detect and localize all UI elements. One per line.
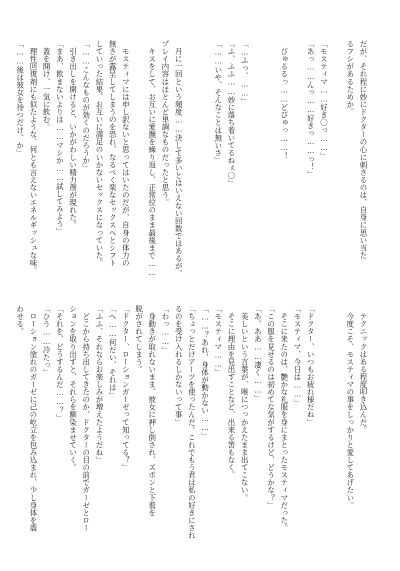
lower-text-block: テクニックはある程度叩き込んだ。 今度こそ、モスティマの事をしっかりと愛してあげたい。 「ドクター、いつもお疲れ様だね」 「モスティマ、今日は……」 そこに来たのは、艶かな礼服を身にまとったモスティマだった。 「この服を見せるのは初めてな気がするけど、どうかな？」 「あ、ああ……凄く……」 美しいという言葉が、喉につっかえたまま出てこない。 そこに理由を見出すことなど、出来る筈もなく。 「モスティマ……」 「……？あれ、身体が動かない……」 「ちょっとだけアーツを使ったんだ。これでもう君は私の好きにされ るのを受け入れるしかないって事」 「わっ……」 身動きが取れないまま、彼女に押し倒され、ズボンと下着を 脱がされてしまう。 「ドクター、ローションガーゼって知ってる？」 「へ……何だい、それは」 「ふふ、それならお楽しみが増えたようだね」 どこから持ち出してきたのか、ドクターの目の前でガーゼとロー ションを取り出すと、それらを馴染ませていく。 「それを、どうするんだ……？」 「ひう……冷たっ」 ローション塗れのガーゼに己の屹立を包み込まれ、少し身体を震 わせる。 xyxy=(15,305,368,540)
upper-text-block: だが、それ程に妙にドクターの心に刺さるのは、自身に思い当た るフシがあるためか。 「モスティマ……好き〇っ……」 「あっ……んっ……好きっ……っ！」 びゅるるっ……どぴゅっ……！ 「…ふっ、……」 「ふ、ふふ……妙に落ち着いてるねぇ〇」 「……いや、そんなことは無いさ」 月に一回という頻度……決して多いとはいえない回数ではあるが、 プレイ内容はほとんど単調なものだったと思う。 キスをして、お互いに愛撫を繰り返し、正常位のまま最後まで…… モスティマには申し訳ないと思ってはいたのだが、自身の体力の 無さが露呈してしまうのを恐れ、なるべく楽なセックスへとシフト していった結果、お互いに満足のいかないセックスになっていた。 「……こんなものが効くのだろうか」 引き出しを開けると、いかがわしい精力剤が現れた。 「まあ、飲まないよりは……マシか……試してみよう」 蓋を開け、一気に飲む。 理性回復剤にも似たような、何とも言えないエネルギッシュな味。 「……後は彼女を待つだけ、か」 xyxy=(15,40,368,278)
